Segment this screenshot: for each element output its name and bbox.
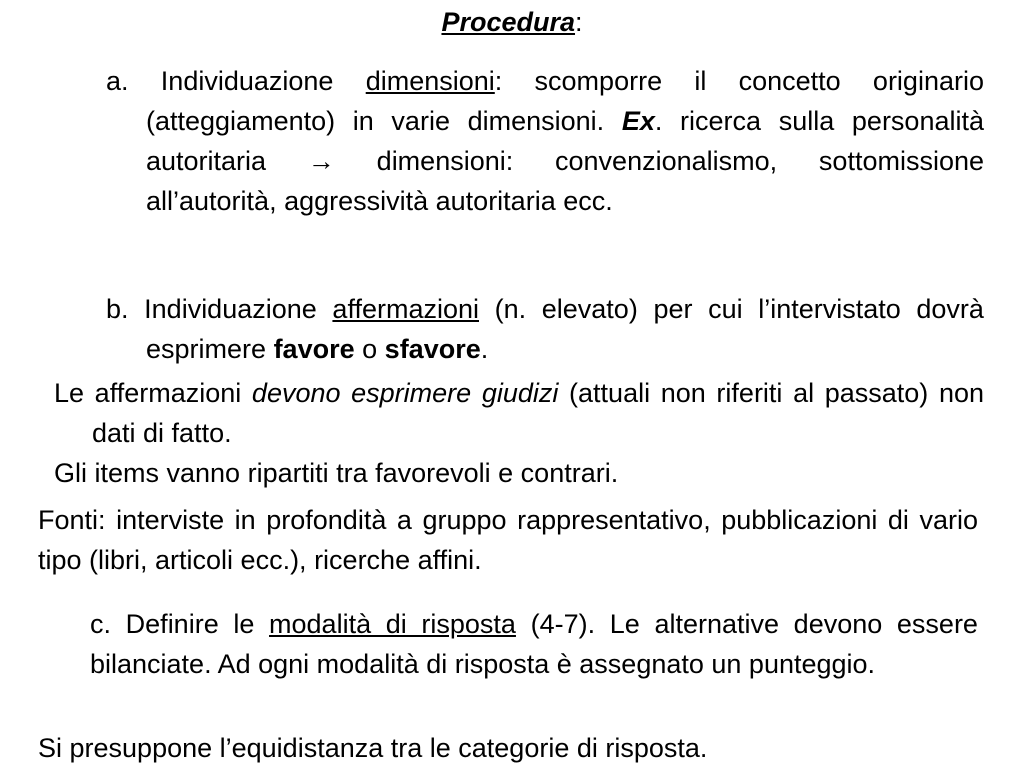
item-c-underlined: modalità di risposta [269, 609, 516, 639]
item-b-prefix: b. [106, 294, 129, 324]
item-b-text1: (n. elevato) per cui l’intervistato dovrà esprimere [146, 294, 984, 364]
title-word: Procedura [441, 7, 576, 37]
title-colon: : [575, 7, 583, 37]
item-c-text1: (4-7). Le alternative devono essere bilanciate. Ad ogni modalità di risposta è assegnato un punteggio. [90, 609, 978, 679]
note-affermazioni [54, 373, 984, 453]
item-b-bold2: sfavore [384, 334, 481, 364]
item-b-mid: o [362, 334, 378, 364]
item-c-prefix: c. [90, 609, 112, 639]
item-a-ex: Ex [621, 106, 655, 136]
final-paragraph: Si presuppone l’equidistanza tra le categorie di risposta. [38, 733, 708, 763]
item-a [106, 61, 984, 221]
item-a-lead: Individuazione [160, 66, 334, 96]
arrow-icon: → [307, 146, 335, 176]
item-b-bold1: favore [273, 334, 355, 364]
item-b [106, 289, 984, 369]
item-a-text3: dimensioni: convenzionalismo, sottomissione all’autorità, aggressività autoritaria ecc. [146, 146, 984, 216]
item-b-underlined: affermazioni [332, 294, 479, 324]
item-a-text2: . ricerca sulla personalità autoritaria [146, 106, 984, 176]
item-b-lead: Individuazione [144, 294, 317, 324]
item-c [90, 604, 978, 684]
note-1-text2: (attuali non riferiti al passato) non dati di fatto. [92, 378, 984, 448]
note-1-text1: Le affermazioni [54, 378, 242, 408]
item-c-lead: Definire le [125, 609, 255, 639]
note-items: Gli items vanno ripartiti tra favorevoli e contrari. [54, 458, 619, 488]
note-1-italic: devono esprimere giudizi [251, 378, 559, 408]
item-b-end: . [480, 334, 489, 364]
page-title [0, 2, 1024, 42]
item-a-underlined: dimensioni [365, 66, 495, 96]
item-a-prefix: a. [106, 66, 129, 96]
fonti-paragraph: Fonti: interviste in profondità a gruppo rappresentativo, pubblicazioni di vario tipo (libri, articoli ecc.), ricerche affini. [38, 505, 978, 575]
item-a-text1: : scomporre il concetto originario (atteggiamento) in varie dimensioni. [146, 66, 984, 136]
